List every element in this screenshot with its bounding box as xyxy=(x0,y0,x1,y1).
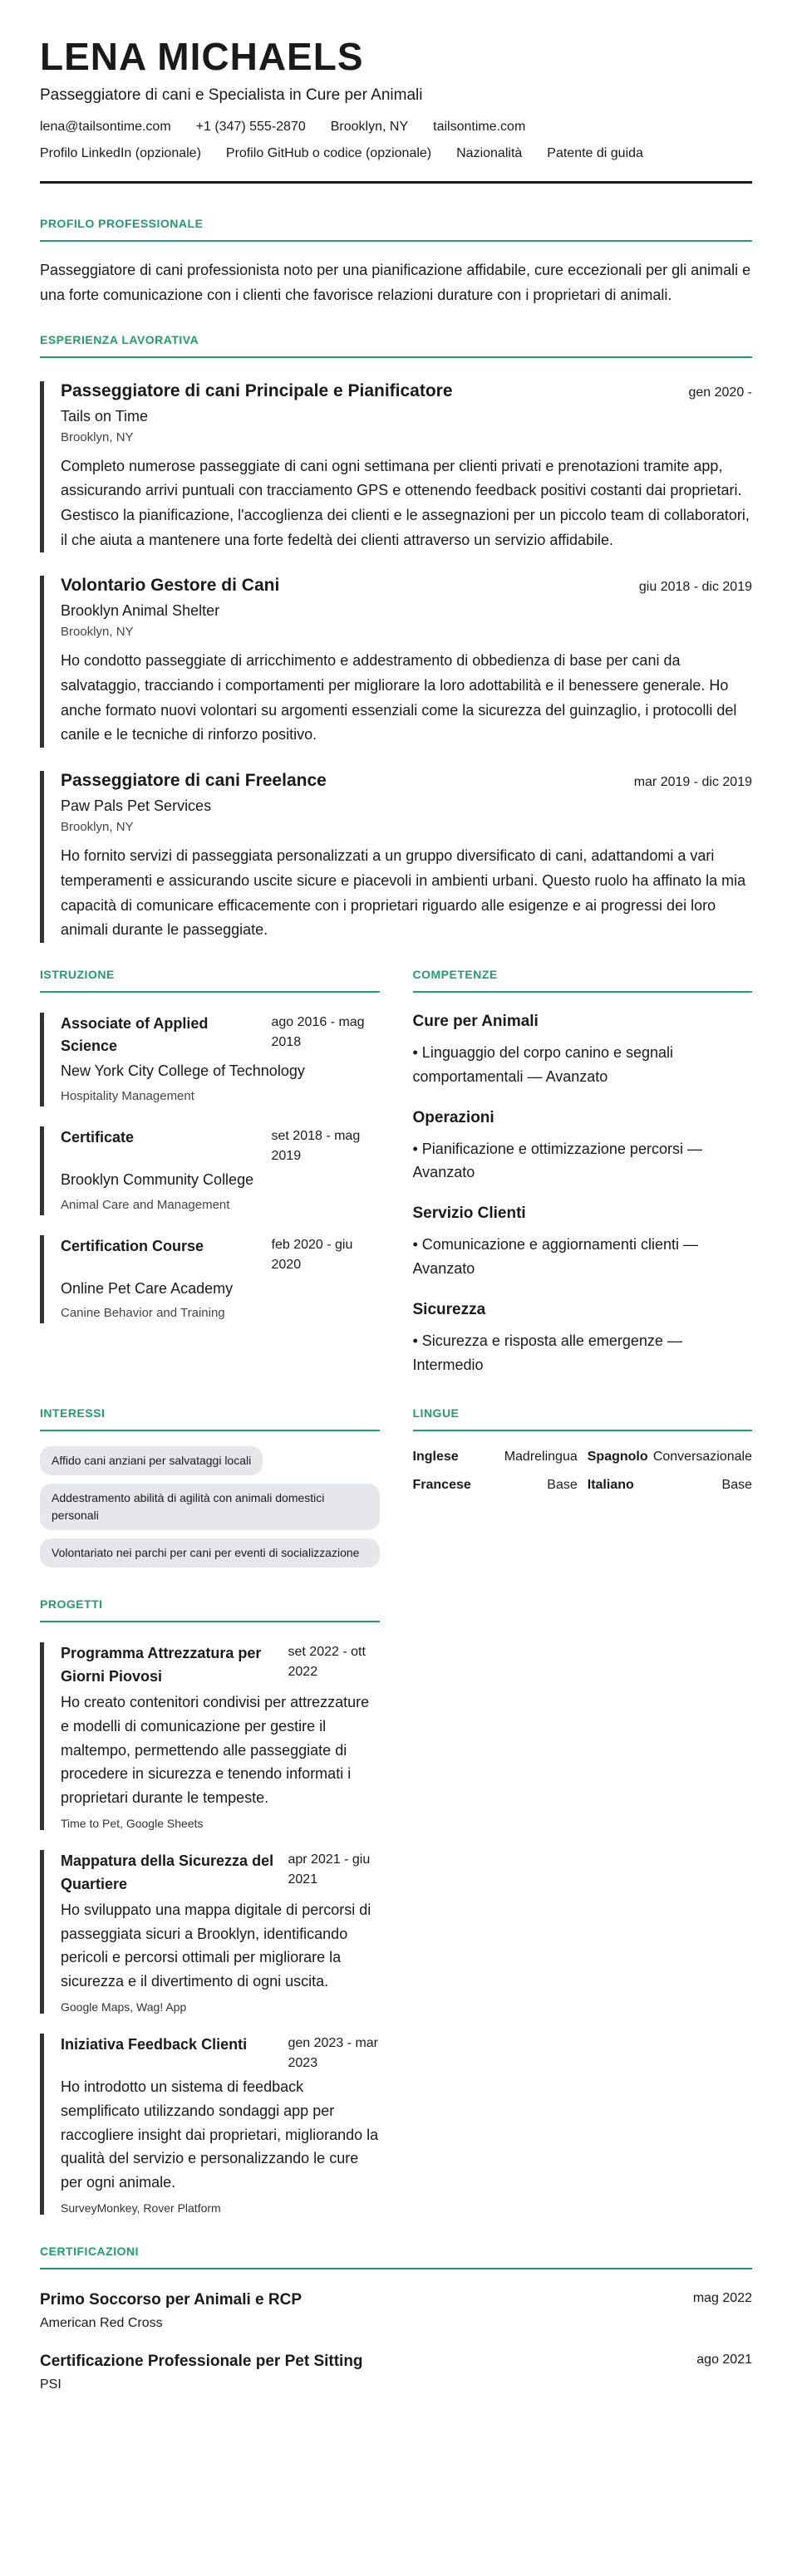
language-level: Base xyxy=(721,1478,752,1493)
project-description: Ho creato contenitori condivisi per attrezzature e modelli di comunicazione per gestire il maltempo, permettendo alle passeggiate di procedere in sicurezza e tenendo informati i proprietari durante le tempeste. xyxy=(61,1694,370,1807)
certification-item xyxy=(40,2291,752,2331)
language-level: Conversazionale xyxy=(652,1450,752,1465)
resume-header xyxy=(40,37,752,184)
project-item xyxy=(40,1642,380,1830)
certifications-section xyxy=(40,2245,752,2392)
language-level: Base xyxy=(547,1478,578,1493)
skill-item: • Sicurezza e risposta alle emergenze — Intermedio xyxy=(412,1332,682,1373)
linkedin-profile[interactable]: Profilo LinkedIn (opzionale) xyxy=(40,146,201,161)
cert-issuer: PSI xyxy=(40,2377,61,2392)
skill-category: Cure per Animali xyxy=(412,1012,539,1030)
job-title: Passeggiatore di cani Freelance xyxy=(61,771,327,791)
language-item xyxy=(588,1450,752,1465)
cert-issuer: American Red Cross xyxy=(40,2316,163,2331)
candidate-name: LENA MICHAELS xyxy=(40,35,364,78)
job-date: mar 2019 - dic 2019 xyxy=(633,775,752,790)
extras-row xyxy=(40,146,752,161)
experience-item xyxy=(40,576,752,748)
nationality: Nazionalità xyxy=(456,146,523,161)
section-title-education: ISTRUZIONE xyxy=(40,968,380,993)
projects-spacer xyxy=(413,1597,753,2215)
github-profile[interactable]: Profilo GitHub o codice (opzionale) xyxy=(225,146,432,161)
section-title-certifications: CERTIFICAZIONI xyxy=(40,2245,752,2269)
job-date: giu 2018 - dic 2019 xyxy=(638,580,752,595)
project-item xyxy=(40,1850,380,2014)
language-item xyxy=(588,1478,752,1493)
project-description: Ho introdotto un sistema di feedback semplificato utilizzando sondaggi app per raccogliere insight dai proprietari, migliorando la qualità del servizio e personalizzando le cure per ogni animale. xyxy=(61,2078,379,2191)
job-company: Paw Pals Pet Services xyxy=(61,797,212,815)
language-name: Inglese xyxy=(412,1450,459,1465)
job-location: Brooklyn, NY xyxy=(61,625,134,640)
summary-section xyxy=(40,217,752,307)
edu-school: New York City College of Technology xyxy=(61,1062,305,1079)
projects-section xyxy=(40,1597,380,2215)
summary-text: Passeggiatore di cani professionista noto per una pianificazione affidabile, cure eccezionali per gli animali e una forte comunicazione con i clienti che favorisce relazioni durature con i proprietari di animali. xyxy=(40,262,751,303)
skill-item: • Comunicazione e aggiornamenti clienti — Avanzato xyxy=(412,1236,698,1277)
edu-degree: Certification Course xyxy=(61,1237,204,1254)
contact-email[interactable]: lena@tailsontime.com xyxy=(40,120,171,135)
job-description: Ho condotto passeggiate di arricchimento e addestramento di obbedienza di base per cani da salvataggio, tracciando i comportamenti per migliorare la loro adottabilità e il benessere generale. Ho anche formato nuovi volontari su argomenti essenziali come la sicurezza del guinzaglio, i protocolli del canile e le tecniche di rinforzo positivo. xyxy=(61,652,737,743)
languages-section xyxy=(413,1406,753,1568)
driving-license: Patente di guida xyxy=(547,146,643,161)
skills-section xyxy=(413,968,753,1376)
project-tools: Time to Pet, Google Sheets xyxy=(61,1817,204,1831)
project-name: Mappatura della Sicurezza del Quartiere xyxy=(61,1852,274,1892)
edu-field: Canine Behavior and Training xyxy=(61,1306,225,1321)
education-item xyxy=(40,1235,380,1324)
experience-section xyxy=(40,333,752,943)
experience-item xyxy=(40,771,752,943)
job-location: Brooklyn, NY xyxy=(61,429,134,444)
education-skills-row xyxy=(40,968,752,1376)
job-company: Brooklyn Animal Shelter xyxy=(61,602,220,620)
cert-date: mag 2022 xyxy=(692,2291,752,2306)
section-title-projects: PROGETTI xyxy=(40,1597,380,1622)
education-section xyxy=(40,968,380,1376)
job-title: Volontario Gestore di Cani xyxy=(61,576,280,596)
edu-degree: Certificate xyxy=(61,1128,135,1146)
section-title-skills: COMPETENZE xyxy=(413,968,753,993)
interest-tag: Volontariato nei parchi per cani per eventi di socializzazione xyxy=(40,1538,380,1568)
cert-name: Primo Soccorso per Animali e RCP xyxy=(40,2291,302,2309)
cert-name: Certificazione Professionale per Pet Sitting xyxy=(40,2353,363,2371)
section-title-summary: PROFILO PROFESSIONALE xyxy=(40,217,752,242)
language-name: Italiano xyxy=(587,1478,634,1493)
edu-degree: Associate of Applied Science xyxy=(61,1014,209,1054)
skill-item: • Linguaggio del corpo canino e segnali comportamentali — Avanzato xyxy=(412,1043,674,1085)
languages-grid xyxy=(413,1450,753,1493)
contact-location: Brooklyn, NY xyxy=(330,120,409,135)
interests-section xyxy=(40,1406,380,1568)
skill-category: Sicurezza xyxy=(412,1300,486,1318)
section-title-interests: INTERESSI xyxy=(40,1406,380,1431)
project-name: Programma Attrezzatura per Giorni Piovosi xyxy=(61,1645,262,1685)
job-company: Tails on Time xyxy=(61,407,149,424)
contact-row xyxy=(40,120,752,135)
project-date: apr 2021 - giu 2021 xyxy=(288,1852,371,1887)
project-tools: SurveyMonkey, Rover Platform xyxy=(61,2201,221,2215)
section-title-experience: ESPERIENZA LAVORATIVA xyxy=(40,333,752,358)
cert-date: ago 2021 xyxy=(696,2353,752,2367)
language-level: Madrelingua xyxy=(504,1450,578,1465)
project-name: Iniziativa Feedback Clienti xyxy=(61,2036,248,2053)
contact-phone[interactable]: +1 (347) 555-2870 xyxy=(195,120,306,135)
interest-tag: Addestramento abilità di agilità con animali domestici personali xyxy=(40,1484,380,1530)
edu-date: feb 2020 - giu 2020 xyxy=(271,1237,353,1272)
candidate-tagline: Passeggiatore di cani e Specialista in Cure per Animali xyxy=(40,86,423,105)
skill-item: • Pianificazione e ottimizzazione percorsi — Avanzato xyxy=(412,1140,702,1181)
edu-date: set 2018 - mag 2019 xyxy=(271,1128,361,1163)
edu-school: Brooklyn Community College xyxy=(61,1170,254,1188)
education-item xyxy=(40,1013,380,1106)
contact-website[interactable]: tailsontime.com xyxy=(433,120,526,135)
project-tools: Google Maps, Wag! App xyxy=(61,2000,187,2014)
job-title: Passeggiatore di cani Principale e Pianificatore xyxy=(61,380,453,400)
interest-tag: Affido cani anziani per salvataggi locali xyxy=(40,1446,263,1475)
interests-languages-row xyxy=(40,1406,752,1568)
job-location: Brooklyn, NY xyxy=(61,820,134,835)
section-title-languages: LINGUE xyxy=(413,1406,753,1431)
language-name: Spagnolo xyxy=(587,1450,648,1465)
job-description: Ho fornito servizi di passeggiata personalizzati a un gruppo diversificato di cani, adattandomi a vari temperamenti e assicurando uscite sicure e piacevoli in ambienti urbani. Questo ruolo ha affinato la mia capacità di comunicare efficacemente con i proprietari riguardo alle esigenze e ai progressi dei loro animali durante le passeggiate. xyxy=(61,847,746,939)
project-item xyxy=(40,2034,380,2215)
certification-item xyxy=(40,2353,752,2392)
edu-field: Animal Care and Management xyxy=(61,1197,230,1212)
skill-category: Servizio Clienti xyxy=(412,1205,526,1223)
edu-school: Online Pet Care Academy xyxy=(61,1279,234,1297)
edu-date: ago 2016 - mag 2018 xyxy=(271,1014,365,1049)
edu-field: Hospitality Management xyxy=(61,1088,194,1103)
experience-item xyxy=(40,381,752,553)
education-item xyxy=(40,1126,380,1215)
language-name: Francese xyxy=(412,1478,471,1493)
projects-row xyxy=(40,1597,752,2215)
project-date: set 2022 - ott 2022 xyxy=(288,1645,366,1680)
skill-category: Operazioni xyxy=(412,1108,494,1126)
language-item xyxy=(413,1478,578,1493)
project-description: Ho sviluppato una mappa digitale di percorsi di passeggiata sicuri a Brooklyn, identificando pericoli e percorsi ottimali per migliorare la sicurezza e il divertimento di ogni uscita. xyxy=(61,1901,371,1990)
job-date: gen 2020 - xyxy=(688,385,752,400)
header-divider xyxy=(40,181,752,184)
language-item xyxy=(413,1450,578,1465)
project-date: gen 2023 - mar 2023 xyxy=(288,2036,379,2071)
job-description: Completo numerose passeggiate di cani ogni settimana per clienti privati e prenotazioni tramite app, assicurando arrivi puntuali con tracciamento GPS e ottenendo feedback positivi costanti dai proprietari. Gestisco la pianificazione, l'accoglienza dei clienti e le assegnazioni per un piccolo team di collaboratori, il che aiuta a mantenere una forte fedeltà dei clienti attraverso un servizio affidabile. xyxy=(61,457,750,548)
